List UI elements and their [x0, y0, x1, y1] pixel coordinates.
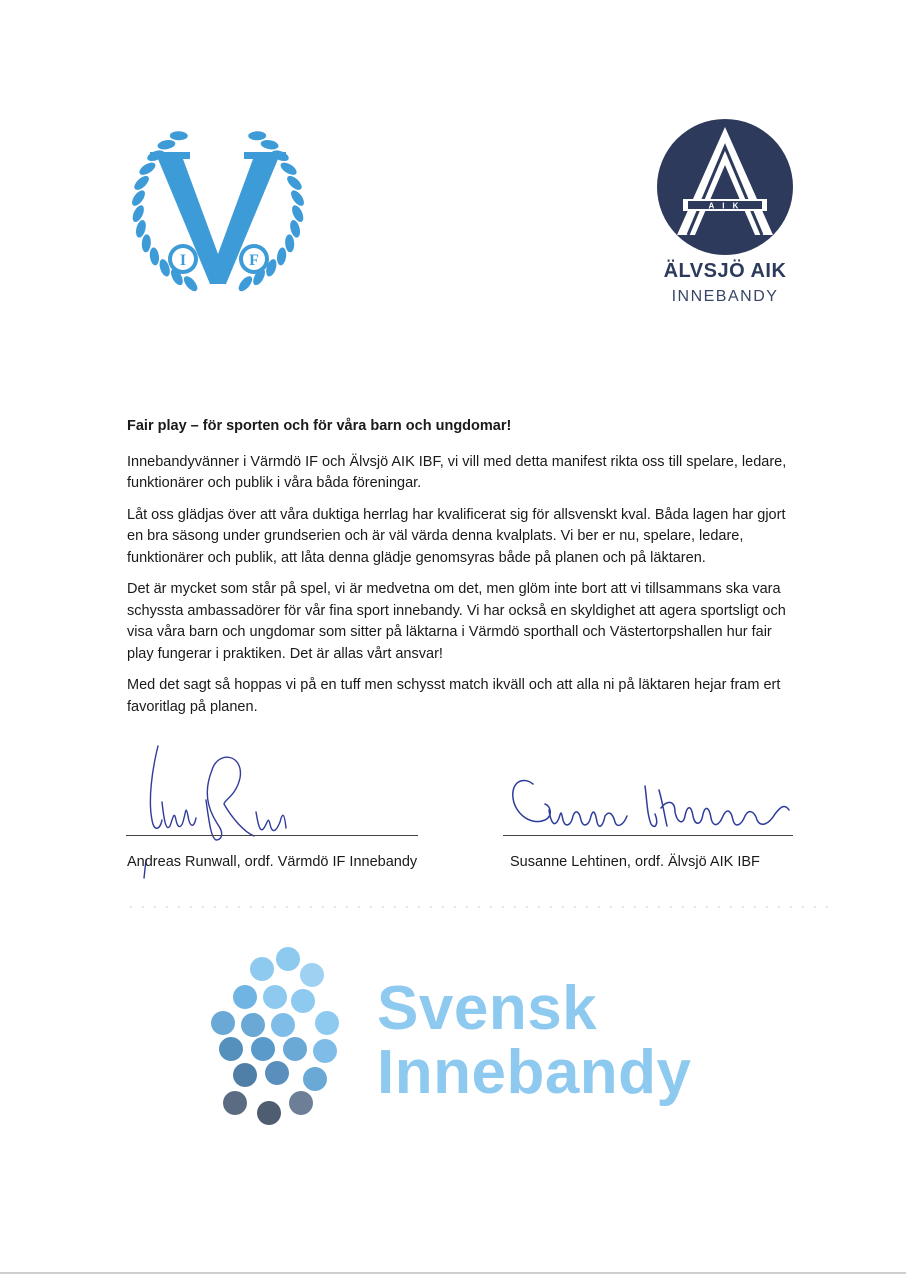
logo-dot: [263, 985, 287, 1009]
laurel-leaf: [157, 139, 176, 151]
letter-paragraph-2: Låt oss glädjas över att våra duktiga herrlag har kvalificerat sig för allsvenskt kval. Båda lagen har gjort en bra säsong under grundserien och är väl värda denna kvalplats. Vi ber er nu, spelare, ledare, funktionärer och publik, att låta denna glädje genomsyras både på planen och på läktaren.: [127, 506, 786, 566]
logo-dot: [219, 1037, 243, 1061]
svensk-innebandy-word-2: Innebandy: [377, 1038, 692, 1107]
alvsjo-aik-logo: [655, 117, 795, 257]
logo-dot: [315, 1011, 339, 1035]
laurel-leaf: [248, 131, 266, 140]
logo-dot: [223, 1091, 247, 1115]
laurel-leaf: [132, 173, 151, 192]
laurel-leaf: [141, 234, 151, 253]
logo-dot: [257, 1101, 281, 1125]
laurel-leaf: [260, 139, 279, 151]
logo-dot: [233, 985, 257, 1009]
aik-badge-text: A I K: [708, 201, 742, 211]
svensk-innebandy-dots-icon: [205, 945, 355, 1135]
signature-caption-1: Andreas Runwall, ordf. Värmdö IF Innebandy: [127, 854, 418, 870]
signature-caption-2: Susanne Lehtinen, ordf. Älvsjö AIK IBF: [510, 854, 760, 870]
varmdo-if-logo: [128, 112, 308, 302]
logo-dot: [251, 1037, 275, 1061]
letter-paragraph-1: Innebandyvänner i Värmdö IF och Älvsjö AIK IBF, vi vill med detta manifest rikta oss till spelare, ledare, funktionärer och publik i våra båda föreningar.: [127, 453, 787, 491]
logo-dot: [265, 1061, 289, 1085]
logo-dot: [283, 1037, 307, 1061]
laurel-leaf: [289, 188, 307, 208]
letter-paragraph-4: Med det sagt så hoppas vi på en tuff men schysst match ikväll och att alla ni på läktaren hejar fram ert favoritlag på planen.: [127, 677, 781, 715]
logo-dot: [291, 989, 315, 1013]
laurel-leaf: [181, 274, 199, 294]
letter-paragraph-3: Det är mycket som står på spel, vi är medvetna om det, men glöm inte bort att vi tillsammans ska vara schyssta ambassadörer för vår fina sport innebandy. Vi har också en skyldighet att agera sportsligt och visa våra barn och ungdomar som sitter på läktarna i Värmdö sporthall och Västertorpshallen hur fair play fungerar i praktiken. Det är allas vårt ansvar!: [127, 581, 786, 662]
logo-dot: [271, 1013, 295, 1037]
laurel-leaf: [285, 234, 295, 253]
logo-dot: [276, 947, 300, 971]
vif-letter-i: I: [179, 252, 187, 269]
aik-club-name: ÄLVSJÖ AIK: [663, 260, 787, 282]
laurel-leaf: [130, 188, 148, 208]
logo-dot: [289, 1091, 313, 1115]
laurel-leaf: [170, 131, 188, 140]
laurel-leaf: [276, 247, 287, 266]
signature-line-1: [126, 835, 418, 836]
laurel-leaf: [149, 247, 160, 266]
logo-dot: [250, 957, 274, 981]
vif-letter-f: F: [249, 252, 259, 269]
logo-dot: [233, 1063, 257, 1087]
logo-dot: [300, 963, 324, 987]
signature-susanne-lehtinen: [505, 770, 795, 840]
signature-line-2: [503, 835, 793, 836]
laurel-leaf: [285, 173, 304, 192]
laurel-leaf: [279, 160, 299, 177]
logo-dot: [313, 1039, 337, 1063]
page-bottom-edge: [0, 1272, 906, 1274]
letter-body: [127, 416, 787, 728]
laurel-leaf: [137, 160, 157, 177]
laurel-leaf: [236, 274, 254, 294]
logo-dot: [211, 1011, 235, 1035]
logo-dot: [241, 1013, 265, 1037]
svensk-innebandy-word-1: Svensk: [377, 974, 598, 1043]
dotted-separator: [130, 905, 830, 909]
letter-title: Fair play – för sporten och för våra barn och ungdomar!: [127, 418, 512, 434]
aik-club-sub: INNEBANDY: [671, 288, 779, 305]
logo-dot: [303, 1067, 327, 1091]
